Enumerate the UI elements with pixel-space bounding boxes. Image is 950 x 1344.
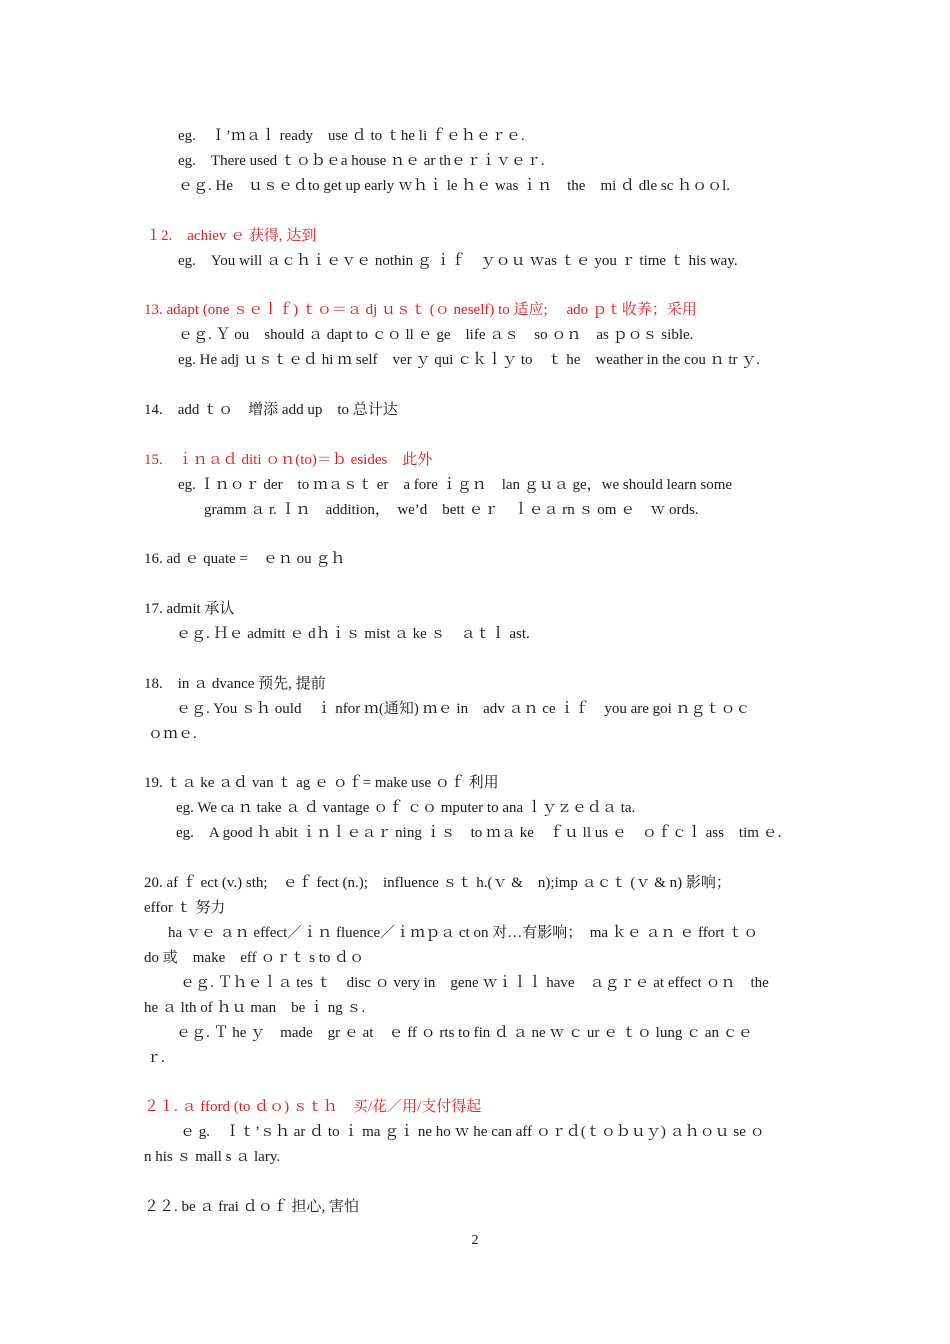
heading-line: 15. ｉｎａｄ diti ｏｎ(to)＝ｂ esides 此外 xyxy=(144,452,433,468)
text-line: ｒ. xyxy=(146,1050,165,1066)
page-number: 2 xyxy=(471,1233,479,1248)
text-line: eg. Ｉｎｏｒ der to ｍａｓｔ er a fore ｉｇｎ lan ｇｕａ ge，we should learn some xyxy=(178,477,733,493)
heading-line: 19. ｔａ ke ａｄ van ｔ ag ｅ ｏｆ= make use ｏｆ 利用 xyxy=(144,775,499,791)
text-line: ｅｇ. You ｓｈ ould ｉ nfor ｍ(通知) ｍｅ in adv ａｎ ce ｉｆ you are goi ｎｇｔｏｃ xyxy=(176,701,751,717)
text-line: eg. You will ａｃｈｉｅｖｅ nothin ｇ ｉｆ ｙｏｕ ｗas ｔｅ you ｒ time ｔ his way. xyxy=(178,253,738,269)
text-line: ｏｍｅ. xyxy=(148,726,197,742)
heading-line: １2. achiev ｅ 获得, 达到 xyxy=(146,228,317,244)
heading-line: 14. add ｔｏ 增添 add up to 总计达 xyxy=(144,402,398,418)
text-line: he ａ lth of ｈｕ man be ｉ ng ｓ. xyxy=(144,1000,366,1016)
text-line: ｅｇ. Ｈｅ admitt ｅ dｈｉｓ mist ａ ke ｓ ａｔｌ ast. xyxy=(176,626,530,642)
text-line: effor ｔ 努力 xyxy=(144,900,226,916)
heading-line: 20. af ｆ ect (v.) sth; ｅｆ fect (n.); influence ｓｔ h.(ｖ & n);imp ａｃｔ (ｖ & n) 影响； xyxy=(144,875,731,891)
text-line: ｅｇ. Ｔ he ｙ made gr ｅ at ｅ ff ｏ rts to fin ｄ ａ ne ｗ ｃ ur ｅ ｔｏ lung ｃ an ｃｅ xyxy=(176,1025,753,1041)
heading-line: 16. ad ｅ quate = ｅｎ ou ｇｈ xyxy=(144,551,346,567)
text-line: eg. A good ｈ abit ｉｎｌｅａｒ ning ｉｓ to ｍａ ke ｆｕ ll us ｅ ｏｆｃｌ ass tim ｅ. xyxy=(176,825,782,841)
text-line: eg. We ca ｎ take ａ ｄ vantage ｏｆ ｃｏ mputer to ana ｌｙｚｅｄａ ta. xyxy=(176,800,636,816)
text-line: ｅ g. Ｉｔ’ｓｈ ar ｄ to ｉ ma ｇｉ ne ho ｗ he can aff ｏｒｄ(ｔｏｂｕｙ) ａｈｏｕ se ｏ xyxy=(180,1124,765,1140)
heading-line: 13. adapt (one ｓｅｌｆ) ｔｏ＝ａ dj ｕｓｔ (ｏ neself) to 适应; ado ｐｔ收养；采用 xyxy=(144,302,697,318)
text-line: ha ｖｅ ａｎ effect／ｉｎ fluence／ｉｍｐａ ct on 对…有影响； ma ｋｅ ａｎ ｅ ffort ｔｏ xyxy=(168,925,759,941)
text-line: ｅｇ. Ｙ ou should ａ dapt to ｃｏ ll ｅ ge life ａｓ so ｏｎ as ｐｏｓ sible. xyxy=(178,327,694,343)
text-line: eg. He adj ｕｓｔｅｄ hi ｍ self ver ｙ qui ｃｋｌｙ to ｔ he weather in the cou ｎ tr ｙ. xyxy=(178,352,760,368)
text-line: ｅｇ. He ｕｓｅｄto get up early ｗｈｉ le ｈｅ was ｉｎ the mi ｄ dle sc ｈｏｏl. xyxy=(178,178,731,194)
heading-line: ２２. be ａ frai ｄｏｆ 担心, 害怕 xyxy=(144,1199,359,1215)
heading-line: ２１. ａ fford (to ｄｏ) ｓｔｈ 买/花／用/支付得起 xyxy=(144,1099,482,1115)
text-line: ｅｇ. Ｔｈｅｌａ tes ｔ disc ｏ very in gene ｗｉｌｌ have ａｇｒｅ at effect ｏｎ the xyxy=(180,975,769,991)
heading-line: 17. admit 承认 xyxy=(144,601,235,617)
text-line: eg. There used ｔｏｂｅa house ｎｅ ar thｅｒｉｖｅｒ. xyxy=(178,153,545,169)
text-line: eg. Ｉ’ｍａｌ ready use ｄ to ｔhe li ｆｅｈｅｒｅ. xyxy=(178,128,525,144)
heading-line: 18. in ａ dvance 预先, 提前 xyxy=(144,676,326,692)
text-line: do 或 make eff ｏｒｔ s to ｄｏ xyxy=(144,950,365,966)
text-line: gramm ａ r. Ｉｎ addition， we’d bett ｅｒ ｌｅａ rn ｓ om ｅ ｗ ords. xyxy=(204,502,699,518)
text-line: n his ｓ mall s ａ lary. xyxy=(144,1149,281,1165)
